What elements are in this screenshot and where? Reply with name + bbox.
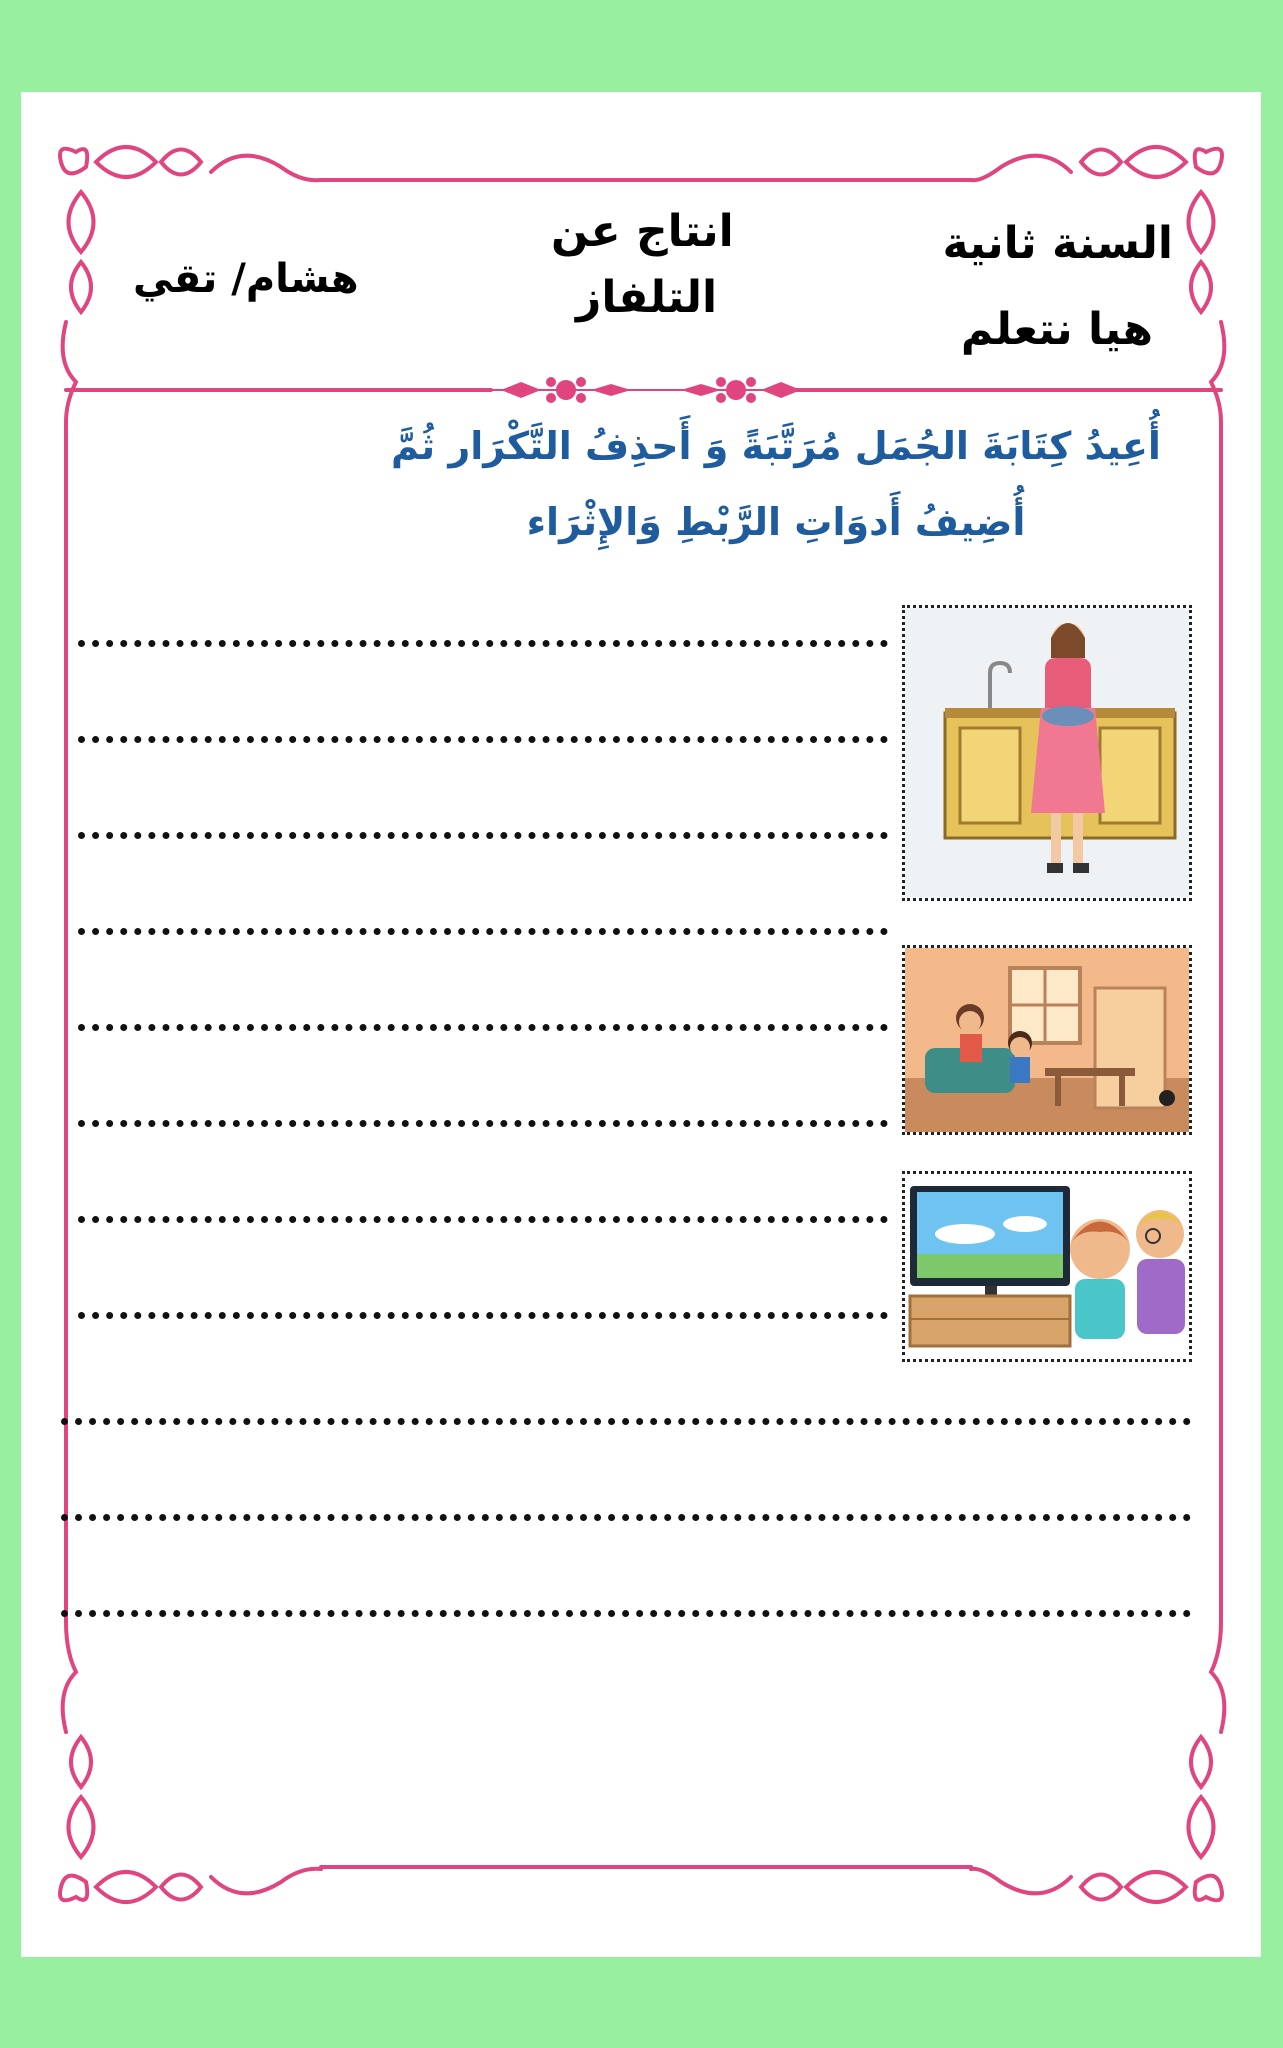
writing-line[interactable]: [78, 928, 888, 935]
writing-line[interactable]: [78, 1216, 888, 1223]
writing-line[interactable]: [78, 832, 888, 839]
writing-line[interactable]: [78, 1120, 888, 1127]
picture-mother-cooking: [902, 605, 1192, 901]
writing-line[interactable]: [61, 1418, 1191, 1425]
writing-line[interactable]: [61, 1610, 1191, 1617]
grade-label: السنة ثانية: [942, 218, 1173, 269]
writing-line[interactable]: [78, 1024, 888, 1031]
author-name: هشام/ تقي: [133, 256, 359, 302]
picture-living-room: [902, 945, 1192, 1135]
instruction-line2: أُضِيفُ أَدوَاتِ الرَّبْطِ وَالإِثْرَاء: [526, 500, 1026, 544]
mother-cooking-icon: [905, 608, 1189, 898]
picture-children-watching-tv: [902, 1171, 1192, 1362]
topic-title-line2: التلفاز: [576, 272, 718, 323]
children-watching-tv-icon: [905, 1174, 1189, 1359]
writing-line[interactable]: [78, 640, 888, 647]
writing-line[interactable]: [78, 1312, 888, 1319]
worksheet-page: [21, 92, 1261, 1957]
instruction-line1: أُعِيدُ كِتَابَةَ الجُمَل مُرَتَّبَةً وَ أَحذِفُ التَّكْرَار ثُمَّ: [391, 424, 1161, 468]
topic-title-line1: انتاج عن: [551, 206, 734, 257]
children-living-room-icon: [905, 948, 1189, 1132]
book-title: هيا نتعلم: [960, 304, 1153, 355]
writing-line[interactable]: [61, 1514, 1191, 1521]
writing-line[interactable]: [78, 736, 888, 743]
